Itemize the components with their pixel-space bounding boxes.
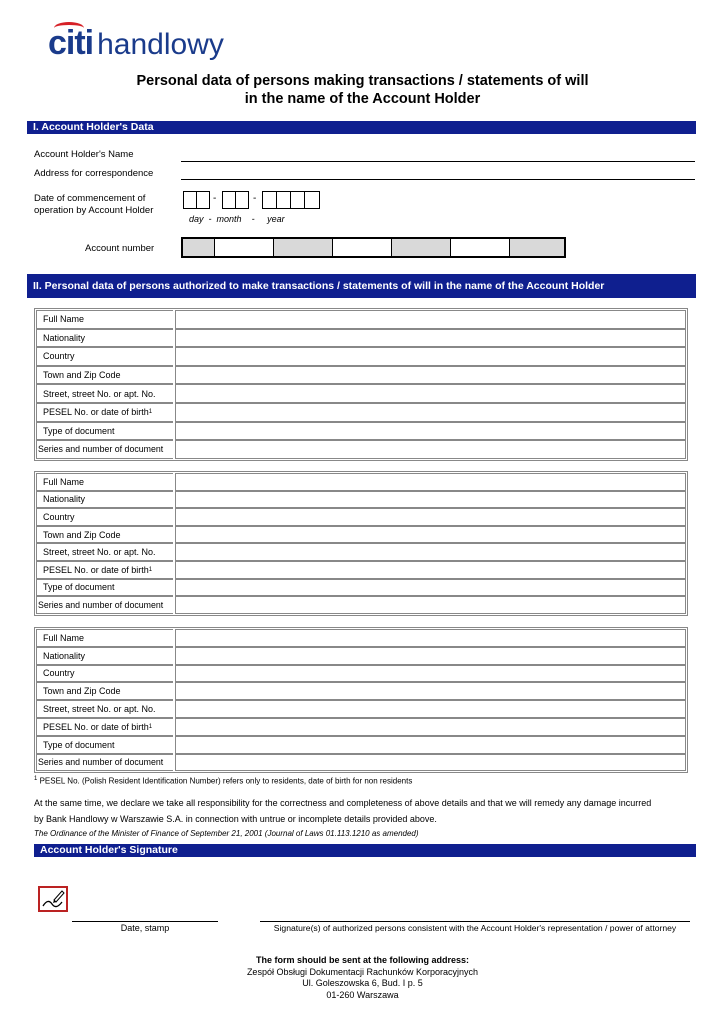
ordinance-note: The Ordinance of the Minister of Finance of September 21, 2001 (Journal of Laws 01.113.1210 as amended) (34, 829, 419, 838)
account-holder-name-label: Account Holder's Name (34, 149, 134, 160)
account-number-input[interactable] (181, 237, 566, 258)
title-line-2: in the name of the Account Holder (244, 91, 481, 107)
date-year-input[interactable] (262, 191, 320, 209)
document-type-label: Type of document (36, 579, 173, 597)
street-field[interactable] (175, 384, 686, 403)
pesel-label: PESEL No. or date of birth 1 (36, 718, 173, 736)
mailing-address (0, 955, 725, 1001)
date-stamp-label: Date, stamp (120, 923, 170, 933)
street-label: Street, street No. or apt. No. (36, 700, 173, 718)
document-type-label: Type of document (36, 736, 173, 754)
address-heading: The form should be sent at the following address: (255, 955, 470, 965)
document-number-label: Series and number of document (36, 754, 173, 772)
citi-handlowy-logo (48, 24, 224, 63)
pesel-field[interactable] (175, 718, 686, 736)
full-name-label: Full Name (36, 473, 173, 491)
section-1-header: I. Account Holder's Data (27, 121, 696, 134)
page-title (0, 72, 725, 108)
document-number-field[interactable] (175, 596, 686, 614)
title-line-1: Personal data of persons making transactions / statements of will (136, 73, 589, 89)
full-name-field[interactable] (175, 629, 686, 647)
document-type-label: Type of document (36, 422, 173, 441)
address-label: Address for correspondence (34, 168, 154, 179)
document-number-field[interactable] (175, 440, 686, 459)
person-table-3 (34, 627, 688, 773)
street-field[interactable] (175, 543, 686, 561)
nationality-label: Nationality (36, 647, 173, 665)
section-2-header: II. Personal data of persons authorized to make transactions / statements of will in the name of the Account Holder (27, 274, 696, 298)
pesel-label: PESEL No. or date of birth 1 (36, 403, 173, 422)
document-type-field[interactable] (175, 422, 686, 441)
pesel-field[interactable] (175, 403, 686, 422)
authorized-signatures-line[interactable] (260, 921, 690, 922)
date-day-input[interactable] (183, 191, 210, 209)
address-line-2: Ul. Goleszowska 6, Bud. I p. 5 (302, 978, 423, 988)
footnote: $^1$ PESEL No. (Polish Resident Identification Number) refers only to residents, date of birth for non residents (34, 776, 413, 786)
town-zip-field[interactable] (175, 366, 686, 385)
nationality-label: Nationality (36, 491, 173, 509)
person-table-1 (34, 308, 688, 461)
street-label: Street, street No. or apt. No. (36, 543, 173, 561)
document-type-field[interactable] (175, 736, 686, 754)
account-holder-name-field[interactable] (181, 161, 695, 162)
full-name-field[interactable] (175, 473, 686, 491)
date-stamp-line[interactable] (72, 921, 218, 922)
document-number-label: Series and number of document (36, 440, 173, 459)
authorized-signatures-label: Signature(s) of authorized persons consistent with the Account Holder's representation / power of attorney (273, 923, 677, 933)
full-name-label: Full Name (36, 629, 173, 647)
signature-section-header: Account Holder's Signature (34, 844, 696, 857)
nationality-label: Nationality (36, 329, 173, 348)
street-field[interactable] (175, 700, 686, 718)
country-label: Country (36, 665, 173, 683)
address-line-3: 01-260 Warszawa (326, 989, 399, 1000)
pesel-label: PESEL No. or date of birth 1 (36, 561, 173, 579)
date-separator-2: - (253, 193, 257, 204)
country-field[interactable] (175, 347, 686, 366)
full-name-field[interactable] (175, 310, 686, 329)
document-number-field[interactable] (175, 754, 686, 772)
logo-handlowy: handlowy (97, 28, 224, 61)
town-zip-field[interactable] (175, 526, 686, 544)
town-zip-field[interactable] (175, 682, 686, 700)
country-label: Country (36, 347, 173, 366)
street-label: Street, street No. or apt. No. (36, 384, 173, 403)
town-zip-label: Town and Zip Code (36, 526, 173, 544)
town-zip-label: Town and Zip Code (36, 366, 173, 385)
country-field[interactable] (175, 508, 686, 526)
declaration-text: At the same time, we declare we take all responsibility for the correctness and completeness of above details and that we will remedy any damage incurred by Bank Handlowy w Warszawie S.A. in connection with untrue or incomplete details provided above. (34, 798, 652, 824)
document-type-field[interactable] (175, 579, 686, 597)
address-line-1: Zespół Obsługi Dokumentacji Rachunków Korporacyjnych (246, 966, 479, 977)
date-commencement-label: Date of commencement of operation by Account Holder (34, 193, 154, 216)
logo-citi: citi (48, 24, 94, 62)
date-month-input[interactable] (222, 191, 249, 209)
account-number-label: Account number (85, 243, 155, 254)
nationality-field[interactable] (175, 647, 686, 665)
pesel-field[interactable] (175, 561, 686, 579)
town-zip-label: Town and Zip Code (36, 682, 173, 700)
full-name-label: Full Name (36, 310, 173, 329)
person-table-2 (34, 471, 688, 616)
country-label: Country (36, 508, 173, 526)
date-hint: day - month - year (189, 214, 285, 224)
document-number-label: Series and number of document (36, 596, 173, 614)
nationality-field[interactable] (175, 329, 686, 348)
nationality-field[interactable] (175, 491, 686, 509)
address-field[interactable] (181, 179, 695, 180)
pen-signature-icon (38, 886, 68, 912)
date-separator-1: - (213, 193, 217, 204)
country-field[interactable] (175, 665, 686, 683)
